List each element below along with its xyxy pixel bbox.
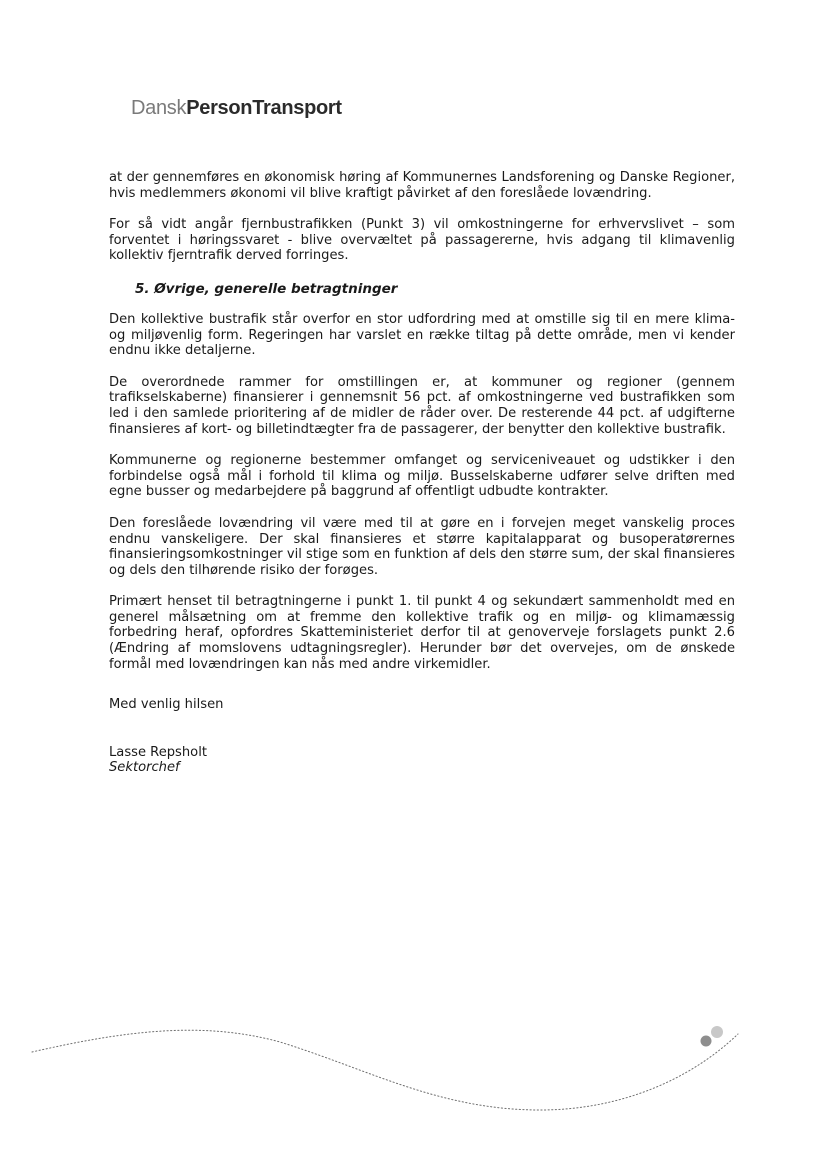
- company-logo: [131, 97, 342, 120]
- paragraph-2: For så vidt angår fjernbustrafikken (Punkt 3) vil omkostningerne for erhvervslivet – som forventet i høringssvaret - blive overvæltet på passagererne, hvis adgang til klimavenlig kollektiv fjerntrafik derved forringes.: [109, 217, 735, 264]
- section-heading: 5. Øvrige, generelle betragtninger: [135, 280, 398, 297]
- paragraph-7: Primært henset til betragtningerne i punkt 1. til punkt 4 og sekundært sammenholdt med en generel målsætning om at fremme den kollektive trafik og en miljø- og klimamæssig forbedring heraf, opfordres Skatteministeriet derfor til at genoverveje forslagets punkt 2.6 (Ændring af momslovens udtagningsregler). Herunder bør det overvejes, om de ønskede formål med lovændringen kan nås med andre virkemidler.: [109, 594, 735, 672]
- signature-title: Sektorchef: [109, 760, 180, 776]
- signature-name: Lasse Repsholt: [109, 744, 207, 760]
- letter-body: [109, 170, 735, 776]
- paragraph-4: De overordnede rammer for omstillingen er, at kommuner og regioner (gennem trafikselskaberne) finansierer i gennemsnit 56 pct. af omkostningerne ved bustrafikken som led i den samlede prioritering af de midler de råder over. De resterende 44 pct. af udgifterne finansieres af kort- og billetindtægter fra de passagerer, der benytter den kollektive bustrafik.: [109, 374, 735, 437]
- paragraph-1: at der gennemføres en økonomisk høring af Kommunernes Landsforening og Danske Regioner, hvis medlemmers økonomi vil blive kraftigt påvirket af den foreslåede lovændring.: [109, 170, 735, 201]
- paragraph-6: Den foreslåede lovændring vil være med til at gøre en i forvejen meget vanskelig proces endnu vanskeligere. Der skal finansieres et større kapitalapparat og busoperatørernes finansieringsomkostninger vil stige som en funktion af dels den større sum, der skal finansieres og dels den tilhørende risiko der forøges.: [109, 515, 735, 578]
- dotted-wave-line: [32, 1030, 738, 1110]
- logo-text-dansk: Dansk: [131, 97, 187, 119]
- decorative-dot-dark: [701, 1036, 712, 1047]
- closing-greeting: Med venlig hilsen: [109, 697, 224, 713]
- logo-text-persontransport: PersonTransport: [186, 97, 342, 119]
- footer-decoration: [0, 1010, 828, 1120]
- decorative-dot-light: [711, 1026, 723, 1038]
- paragraph-5: Kommunerne og regionerne bestemmer omfanget og serviceniveauet og udstikker i den forbindelse også mål i forhold til klima og miljø. Busselskaberne udfører selve driften med egne busser og medarbejdere på baggrund af offentligt udbudte kontrakter.: [109, 453, 735, 500]
- signature-block: [109, 745, 735, 776]
- paragraph-3: Den kollektive bustrafik står overfor en stor udfordring med at omstille sig til en mere klima- og miljøvenlig form. Regeringen har varslet en række tiltag på dette område, men vi kender endnu ikke detaljerne.: [109, 311, 735, 359]
